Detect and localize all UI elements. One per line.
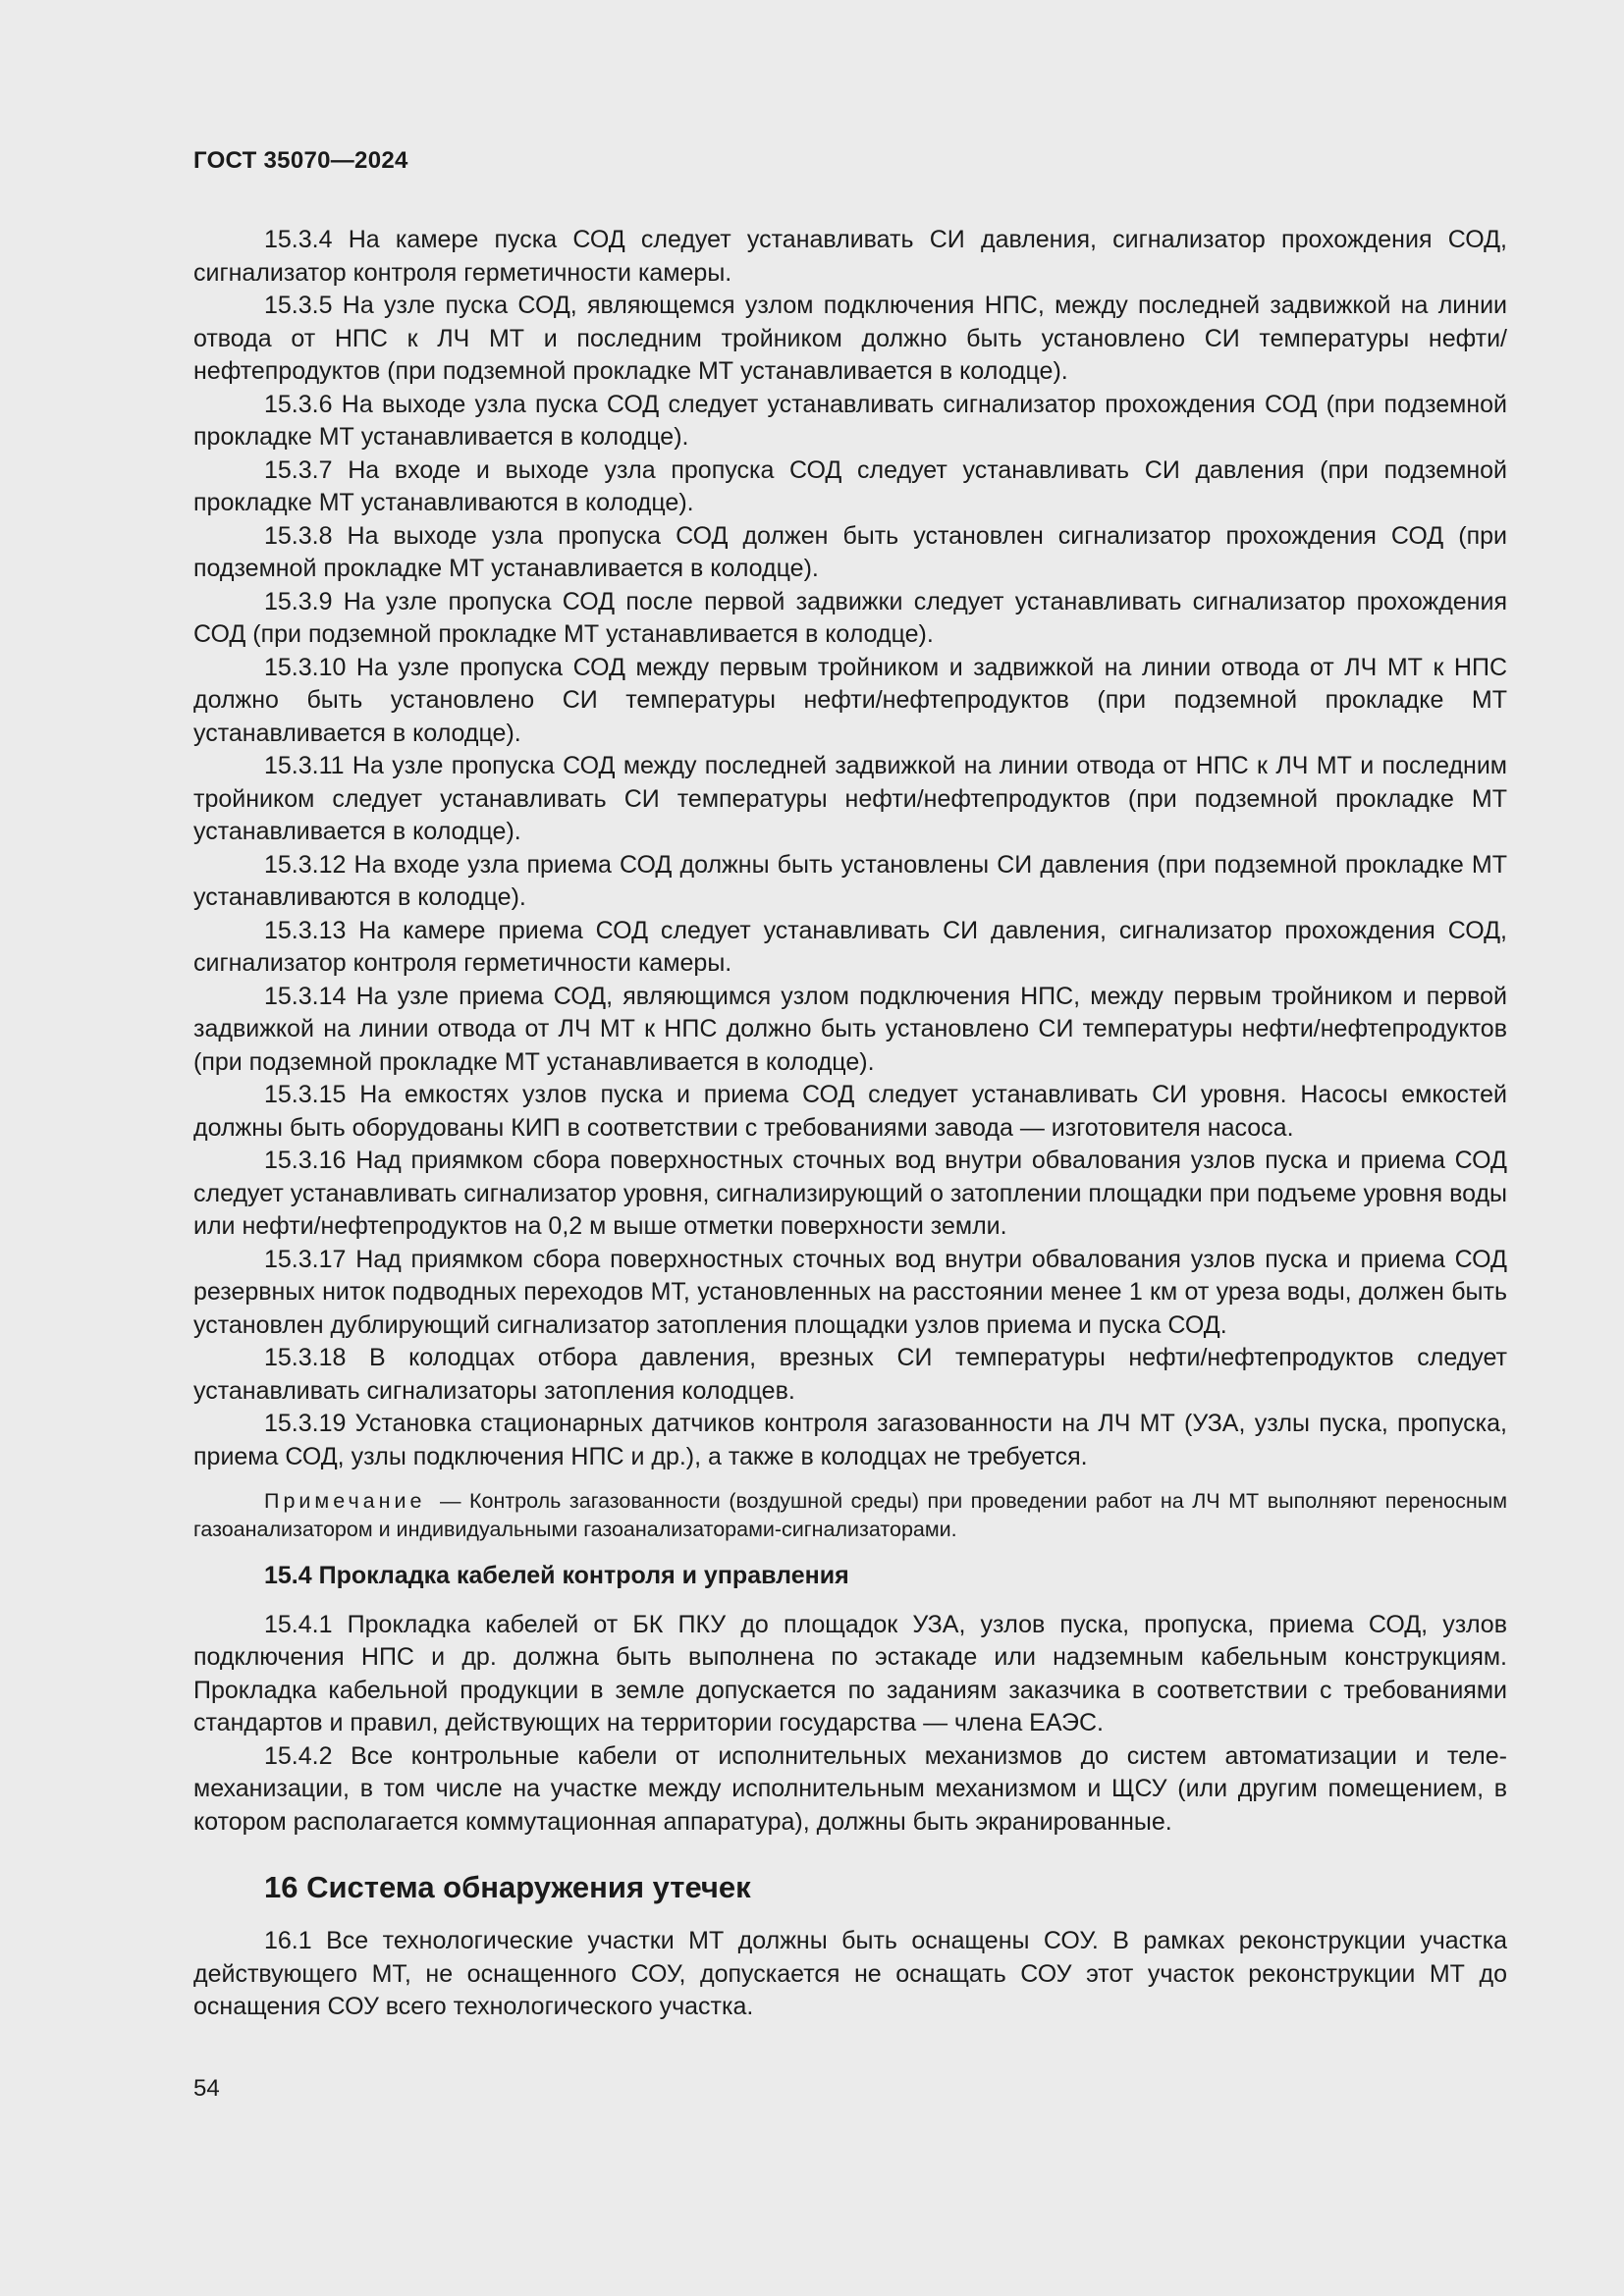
paragraph-15-3-16: 15.3.16 Над приямком сбора поверхностных сточных вод внутри обвалования узлов пуска и приема СОД следует устанавливать сигнализатор уровня, сигнализирующий о затоплении площадки при подъеме уровня воды или нефти/нефтепродуктов на 0,2 м выше отметки поверхности земли.	[193, 1147, 1508, 1240]
paragraph-16-1: 16.1 Все технологические участки МТ должны быть оснащены СОУ. В рамках реконструкции участка действующего МТ, не оснащенного СОУ, допускается не оснащать СОУ этот участок реконструкции МТ до оснащения СОУ всего технологического участка.	[193, 1927, 1507, 2020]
paragraph-15-3-9: 15.3.9 На узле пропуска СОД после первой задвижки следует устанавливать сигнализатор прохождения СОД (при подземной прокладке МТ устанавливается в колодце).	[193, 587, 1507, 648]
paragraph-15-3-15: 15.3.15 На емкостях узлов пуска и приема СОД следует устанавливать СИ уровня. Насосы емкостей должны быть оборудованы КИП в соответствии с требованиями завода — изготовителя насоса.	[193, 1081, 1507, 1142]
paragraph-15-3-11: 15.3.11 На узле пропуска СОД между последней задвижкой на линии отвода от НПС к ЛЧ МТ и последним тройником следует устанавливать СИ температуры нефти/нефтепродуктов (при подземной прокладке МТ устанавливается в колодце).	[193, 752, 1507, 845]
note	[193, 1487, 1507, 1544]
note-label: Примечание	[264, 1489, 426, 1513]
paragraph-15-3-18: 15.3.18 В колодцах отбора давления, врезных СИ температуры нефти/нефтепродуктов следует устанавливать сигнализаторы затопления колодцев.	[193, 1344, 1507, 1405]
section-15-4-heading: 15.4 Прокладка кабелей контроля и управления	[264, 1562, 849, 1589]
paragraph-15-3-12: 15.3.12 На входе узла приема СОД должны быть установлены СИ давления (при подземной прокладке МТ устанавливаются в колодце).	[193, 850, 1507, 911]
page-number: 54	[193, 2075, 220, 2102]
paragraph-15-4-2: 15.4.2 Все контрольные кабели от исполнительных механизмов до систем автоматизации и телемеханизации, в том числе на участке между исполнительным механизмом и ЩСУ (или другим помещением, в котором располагается коммутационная аппаратура), должны быть экранированные.	[193, 1741, 1507, 1836]
paragraph-15-3-8: 15.3.8 На выходе узла пропуска СОД должен быть установлен сигнализатор прохождения СОД (при подземной прокладке МТ устанавливается в колодце).	[193, 521, 1507, 582]
paragraph-15-3-6: 15.3.6 На выходе узла пуска СОД следует устанавливать сигнализатор прохождения СОД (при подземной прокладке МТ устанавливается в колодце).	[193, 390, 1507, 451]
paragraph-15-3-14: 15.3.14 На узле приема СОД, являющимся узлом подключения НПС, между первым тройником и первой задвижкой на линии отвода от ЛЧ МТ к НПС должно быть установлено СИ температуры нефти/нефтепродуктов (при подземной прокладке МТ устанавливается в колодце).	[193, 982, 1507, 1076]
paragraph-15-3-13: 15.3.13 На камере приема СОД следует устанавливать СИ давления, сигнализатор прохождения СОД, сигнализатор контроля герметичности камеры.	[193, 916, 1507, 977]
page-content	[193, 224, 1507, 2024]
paragraph-15-3-10: 15.3.10 На узле пропуска СОД между первым тройником и задвижкой на линии отвода от ЛЧ МТ к НПС должно быть установлено СИ температуры нефти/нефтепродуктов (при подземной прокладке МТ устанавливается в колодце).	[193, 653, 1507, 747]
paragraph-15-4-1: 15.4.1 Прокладка кабелей от БК ПКУ до площадок УЗА, узлов пуска, пропуска, приема СОД, узлов подключения НПС и др. должна быть выполнена по эстакаде или надземным кабельным конструкциям. Прокладка кабельной продукции в земле допускается по заданиям заказчика в соответствии с требованиями стандартов и правил, действующих на территории государства — члена ЕАЭС.	[193, 1610, 1507, 1736]
paragraph-15-3-4: 15.3.4 На камере пуска СОД следует устанавливать СИ давления, сигнализатор прохождения СОД, сигнализатор контроля герметичности камеры.	[193, 226, 1507, 287]
document-code-header: ГОСТ 35070—2024	[193, 147, 408, 174]
section-16-heading: 16 Система обнаружения утечек	[264, 1870, 751, 1904]
paragraph-15-3-17: 15.3.17 Над приямком сбора поверхностных сточных вод внутри обвалования узлов пуска и приема СОД резервных ниток подводных переходов МТ, установленных на расстоянии менее 1 км от уреза воды, должен быть установлен дублирующий сигнализатор затопления площадки узлов приема и пуска СОД.	[193, 1245, 1507, 1339]
paragraph-15-3-7: 15.3.7 На входе и выходе узла пропуска СОД следует устанавливать СИ давления (при подземной прокладке МТ устанавливаются в колодце).	[193, 455, 1507, 516]
note-text: — Контроль загазованности (воздушной среды) при проведении работ на ЛЧ МТ выполняют переносным газоанализатором и индивидуальными газоанализаторами-сигнализаторами.	[193, 1489, 1507, 1541]
paragraph-15-3-19: 15.3.19 Установка стационарных датчиков контроля загазованности на ЛЧ МТ (УЗА, узлы пуска, пропуска, приема СОД, узлы подключения НПС и др.), а также в колодцах не требуется.	[193, 1410, 1507, 1470]
paragraph-15-3-5: 15.3.5 На узле пуска СОД, являющемся узлом подключения НПС, между последней задвижкой на линии отвода от НПС к ЛЧ МТ и последним тройником должно быть установлено СИ температуры нефти/нефтепродуктов (при подземной прокладке МТ устанавливается в колодце).	[193, 292, 1507, 385]
